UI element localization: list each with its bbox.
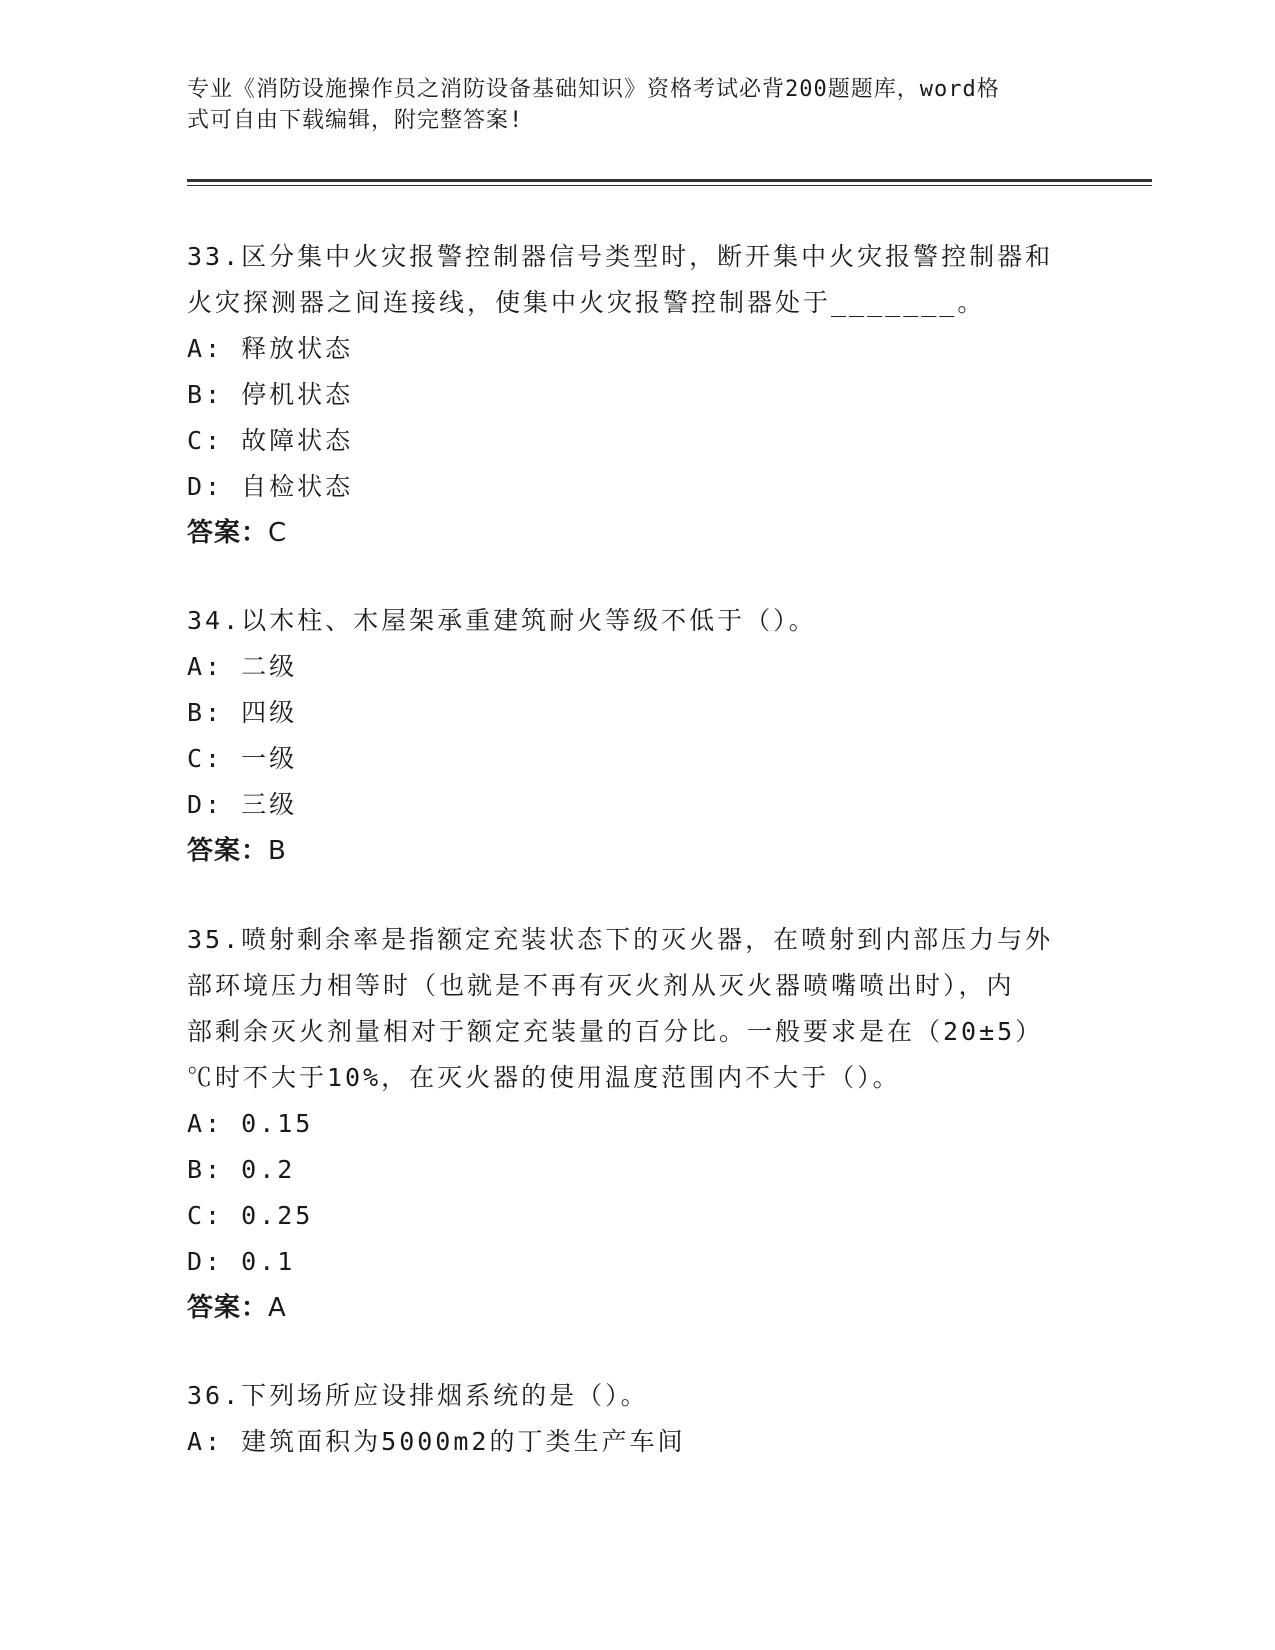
option-d: D: 自检状态 xyxy=(187,472,354,501)
answer-label: 答案： xyxy=(187,518,269,548)
header-divider-thick xyxy=(187,179,1152,182)
option-a: A: 二级 xyxy=(187,652,298,681)
option-c: C: 一级 xyxy=(187,744,298,773)
header-line-1: 专业《消防设施操作员之消防设备基础知识》资格考试必背200题题库，word格 xyxy=(187,77,1000,102)
question-35 xyxy=(187,917,1087,1331)
answer-label: 答案： xyxy=(187,836,269,866)
header-line-2: 式可自由下载编辑，附完整答案! xyxy=(187,108,524,133)
document-header xyxy=(187,74,1087,136)
question-33 xyxy=(187,234,1087,556)
question-34 xyxy=(187,598,1087,874)
question-stem-line: 33.区分集中火灾报警控制器信号类型时，断开集中火灾报警控制器和 xyxy=(187,242,1054,271)
option-d: D: 0.1 xyxy=(187,1247,296,1276)
header-divider-thin xyxy=(187,185,1152,186)
answer-line xyxy=(187,828,1087,874)
option-d: D: 三级 xyxy=(187,790,298,819)
question-36 xyxy=(187,1373,1087,1465)
question-stem-line: 36.下列场所应设排烟系统的是（）。 xyxy=(187,1381,649,1410)
question-stem-line: 部环境压力相等时（也就是不再有灭火剂从灭火器喷嘴喷出时），内 xyxy=(187,971,1015,1000)
option-b: B: 0.2 xyxy=(187,1155,296,1184)
answer-line xyxy=(187,1285,1087,1331)
answer-label: 答案： xyxy=(187,1293,269,1323)
option-c: C: 0.25 xyxy=(187,1201,314,1230)
option-c: C: 故障状态 xyxy=(187,426,354,455)
question-stem-line: 35.喷射剩余率是指额定充装状态下的灭火器，在喷射到内部压力与外 xyxy=(187,925,1054,954)
question-stem-line: 部剩余灭火剂量相对于额定充装量的百分比。一般要求是在（20±5） xyxy=(187,1017,1044,1046)
answer-value: B xyxy=(268,836,287,866)
question-stem-line: 火灾探测器之间连接线，使集中火灾报警控制器处于_______。 xyxy=(187,288,986,317)
question-stem-line: ℃时不大于10%，在灭火器的使用温度范围内不大于（）。 xyxy=(187,1063,901,1092)
answer-value: A xyxy=(268,1293,287,1323)
option-b: B: 四级 xyxy=(187,698,298,727)
option-a: A: 0.15 xyxy=(187,1109,314,1138)
answer-value: C xyxy=(268,518,288,548)
option-b: B: 停机状态 xyxy=(187,380,354,409)
option-a: A: 释放状态 xyxy=(187,334,354,363)
answer-line xyxy=(187,510,1087,556)
question-stem-line: 34.以木柱、木屋架承重建筑耐火等级不低于（）。 xyxy=(187,606,817,635)
option-a: A: 建筑面积为5000m2的丁类生产车间 xyxy=(187,1427,686,1456)
